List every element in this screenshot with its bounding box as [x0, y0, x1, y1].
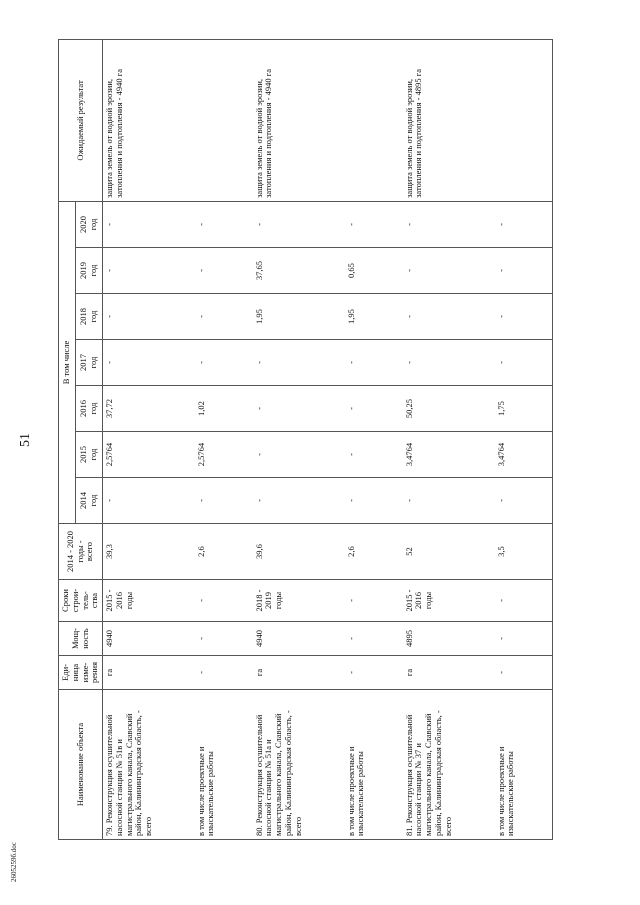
table-row [403, 39, 495, 839]
year-value-cell: - [403, 201, 495, 247]
year-value-cell: - [403, 248, 495, 294]
total-cell: 3,5 [495, 524, 553, 580]
total-cell: 39,6 [253, 524, 345, 580]
year-value-cell: - [403, 478, 495, 524]
year-value-cell: - [253, 478, 345, 524]
year-value-cell: - [253, 201, 345, 247]
unit-cell: га [403, 656, 495, 690]
year-value-cell: 3,4764 [403, 432, 495, 478]
year-value-cell: - [253, 340, 345, 386]
header-year: 2019 год [75, 248, 103, 294]
header-name: Наименование объекта [59, 690, 103, 840]
result-cell: защита земель от водной эрозии, затопления и подтопления - 4895 га [403, 39, 495, 201]
year-value-cell: - [103, 201, 195, 247]
result-cell [495, 39, 553, 201]
result-cell: защита земель от водной эрозии, затопления и подтопления - 4940 га [103, 39, 195, 201]
year-value-cell: 2,5764 [103, 432, 195, 478]
year-value-cell: 50,25 [403, 386, 495, 432]
year-value-cell: - [103, 340, 195, 386]
result-cell [345, 39, 403, 201]
year-value-cell: - [345, 432, 403, 478]
header-terms: Сроки строи- тель- ства [59, 580, 103, 622]
terms-cell: - [495, 580, 553, 622]
year-value-cell: - [103, 478, 195, 524]
table-row [253, 39, 345, 839]
year-value-cell: - [345, 201, 403, 247]
year-value-cell: - [495, 294, 553, 340]
year-value-cell: - [195, 478, 253, 524]
year-value-cell: - [345, 386, 403, 432]
year-value-cell: 0,65 [345, 248, 403, 294]
year-value-cell: - [253, 386, 345, 432]
year-value-cell: 1,95 [345, 294, 403, 340]
total-cell: 2,6 [345, 524, 403, 580]
unit-cell: - [495, 656, 553, 690]
year-value-cell: - [345, 478, 403, 524]
year-value-cell: 1,95 [253, 294, 345, 340]
footer-filename: 2605259б.doc [10, 842, 18, 882]
year-value-cell: 2,5764 [195, 432, 253, 478]
terms-cell: - [195, 580, 253, 622]
header-in-total: В том числе [59, 201, 76, 523]
year-value-cell: - [195, 294, 253, 340]
table-row [103, 39, 195, 839]
header-year: 2016 год [75, 386, 103, 432]
header-year: 2020 год [75, 201, 103, 247]
year-value-cell: - [195, 340, 253, 386]
object-name-cell: 79. Реконструкция осушительной насосной станции № 51в и магистрального канала, Славский район, Калининградская область, - всего [103, 690, 195, 840]
header-total: 2014 - 2020 годы - всего [59, 524, 103, 580]
year-value-cell: - [403, 294, 495, 340]
capacity-cell: 4940 [103, 622, 195, 656]
year-value-cell: 37,65 [253, 248, 345, 294]
year-value-cell: - [495, 340, 553, 386]
unit-cell: - [195, 656, 253, 690]
header-unit: Еди- ница изме- рения [59, 656, 103, 690]
program-table [58, 39, 553, 840]
unit-cell: - [345, 656, 403, 690]
capacity-cell: - [495, 622, 553, 656]
year-value-cell: - [495, 248, 553, 294]
terms-cell: 2015 - 2016 годы [103, 580, 195, 622]
header-year: 2014 год [75, 478, 103, 524]
header-year: 2015 год [75, 432, 103, 478]
year-value-cell: - [495, 478, 553, 524]
table-body [103, 39, 553, 839]
year-value-cell: - [345, 340, 403, 386]
terms-cell: 2015 - 2016 годы [403, 580, 495, 622]
year-value-cell: - [103, 248, 195, 294]
header-year: 2018 год [75, 294, 103, 340]
object-name-cell: в том числе проектные и изыскательские работы [195, 690, 253, 840]
terms-cell: 2018 - 2019 годы [253, 580, 345, 622]
header-result: Ожидаемый результат [59, 39, 103, 201]
table-row [195, 39, 253, 839]
total-cell: 39,3 [103, 524, 195, 580]
year-value-cell: - [195, 201, 253, 247]
terms-cell: - [345, 580, 403, 622]
year-value-cell: - [195, 248, 253, 294]
capacity-cell: 4940 [253, 622, 345, 656]
page-number: 51 [18, 433, 33, 447]
capacity-cell: - [345, 622, 403, 656]
header-capacity: Мощ- ность [59, 622, 103, 656]
year-value-cell: 37,72 [103, 386, 195, 432]
object-name-cell: в том числе проектные и изыскательские работы [495, 690, 553, 840]
year-value-cell: 1,02 [195, 386, 253, 432]
header-year: 2017 год [75, 340, 103, 386]
unit-cell: га [253, 656, 345, 690]
table-row [495, 39, 553, 839]
object-name-cell: 80. Реконструкция осушительной насосной станции № 51а и магистрального канала, Славский район, Калининградская область, - всего [253, 690, 345, 840]
year-value-cell: - [495, 201, 553, 247]
object-name-cell: 81. Реконструкция осушительной насосной станции № 37 и магистрального канала, Славский район, Калининградская область, - всего [403, 690, 495, 840]
year-value-cell: 3,4764 [495, 432, 553, 478]
year-value-cell: - [403, 340, 495, 386]
rotated-page [18, 40, 560, 840]
footer [10, 842, 110, 887]
year-value-cell: 1,75 [495, 386, 553, 432]
result-cell [195, 39, 253, 201]
total-cell: 2,6 [195, 524, 253, 580]
result-cell: защита земель от водной эрозии, затопления и подтопления - 4940 га [253, 39, 345, 201]
capacity-cell: - [195, 622, 253, 656]
total-cell: 52 [403, 524, 495, 580]
object-name-cell: в том числе проектные и изыскательские работы [345, 690, 403, 840]
table-row [345, 39, 403, 839]
unit-cell: га [103, 656, 195, 690]
capacity-cell: 4895 [403, 622, 495, 656]
year-value-cell: - [253, 432, 345, 478]
year-value-cell: - [103, 294, 195, 340]
